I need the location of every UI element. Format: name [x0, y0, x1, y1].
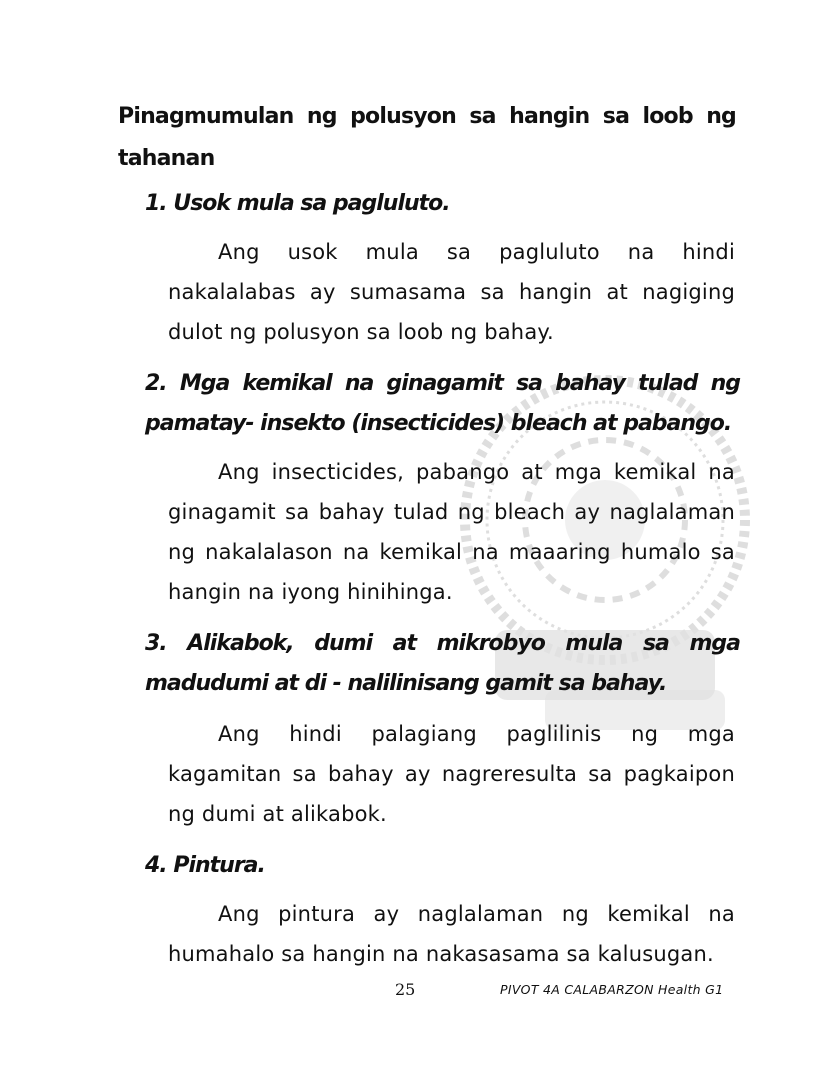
section-heading: Pinagmumulan ng polusyon sa hangin sa loob ng tahanan	[118, 104, 736, 171]
item-title-3: 3. Alikabok, dumi at mikrobyo mula sa mga madudumi at di - nalilinisang gamit sa bahay.	[145, 631, 740, 696]
item-body-4: Ang pintura ay naglalaman ng kemikal na humahalo sa hangin na nakasasama sa kalusugan.	[168, 902, 735, 966]
item-body-2: Ang insecticides, pabango at mga kemikal na ginagamit sa bahay tulad ng bleach ay naglalaman ng nakalalason na kemikal na maaaring humalo sa hangin na iyong hinihinga.	[168, 460, 735, 604]
item-title-1: 1. Usok mula sa pagluluto.	[145, 191, 450, 216]
item-body-1: Ang usok mula sa pagluluto na hindi nakalalabas ay sumasama sa hangin at nagiging dulot ng polusyon sa loob ng bahay.	[168, 240, 735, 344]
item-title-4: 4. Pintura.	[145, 853, 265, 878]
item-title-2: 2. Mga kemikal na ginagamit sa bahay tulad ng pamatay- insekto (insecticides) bleach at pabango.	[145, 371, 740, 436]
footer-label: PIVOT 4A CALABARZON Health G1	[500, 982, 724, 997]
item-body-3: Ang hindi palagiang paglilinis ng mga kagamitan sa bahay ay nagreresulta sa pagkaipon ng dumi at alikabok.	[168, 722, 735, 826]
page-number: 25	[395, 980, 416, 999]
